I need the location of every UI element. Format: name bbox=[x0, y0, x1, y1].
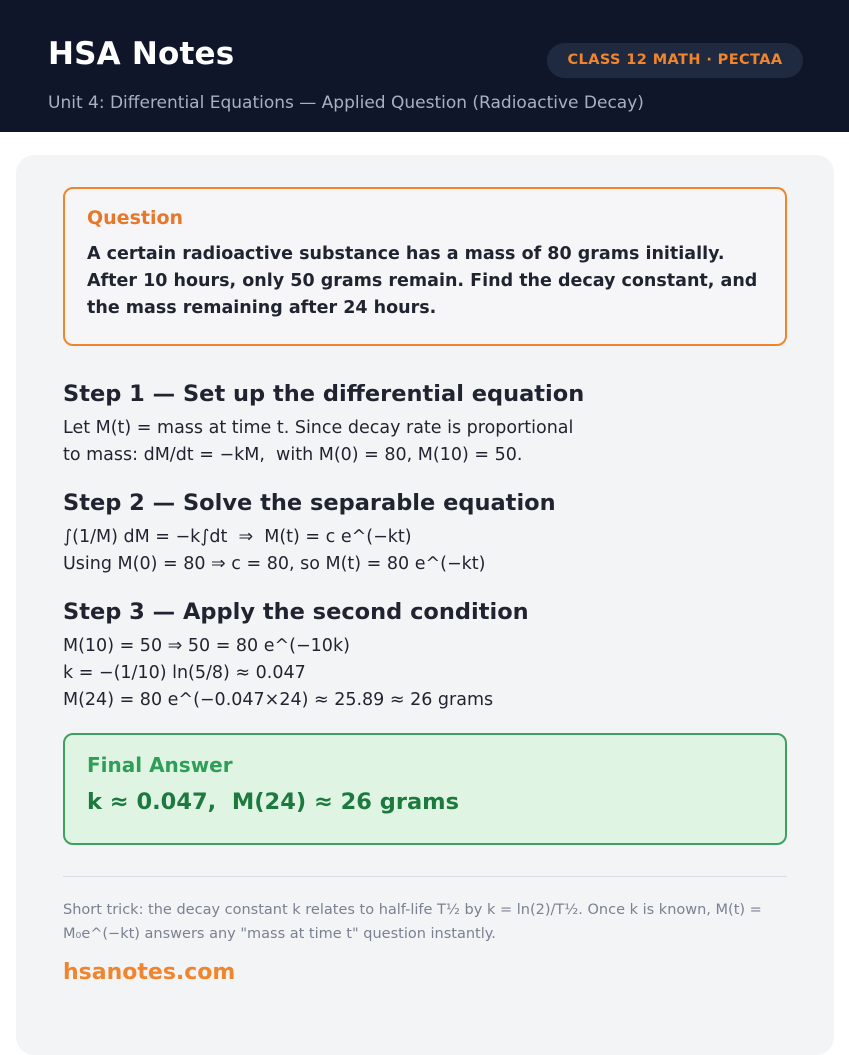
short-trick-note: Short trick: the decay constant k relates to half-life T½ by k = ln(2)/T½. Once k is known, M(t) = M₀e^(−kt) answers any "mass at time t" question instantly. bbox=[63, 902, 762, 942]
final-answer-box bbox=[63, 733, 787, 845]
page-subtitle: Unit 4: Differential Equations — Applied Question (Radioactive Decay) bbox=[48, 93, 644, 113]
class-badge: CLASS 12 MATH · PECTAA bbox=[547, 43, 803, 78]
site-link[interactable]: hsanotes.com bbox=[63, 960, 236, 985]
step-line: M(10) = 50 ⇒ 50 = 80 e^(−10k) bbox=[63, 636, 350, 656]
divider bbox=[63, 876, 787, 877]
brand-title: HSA Notes bbox=[48, 36, 235, 72]
step-1 bbox=[63, 379, 803, 469]
step-title: Step 2 — Solve the separable equation bbox=[63, 490, 556, 516]
question-box bbox=[63, 187, 787, 346]
step-3 bbox=[63, 597, 803, 714]
step-line: ∫(1/M) dM = −k∫dt ⇒ M(t) = c e^(−kt) bbox=[63, 527, 412, 547]
step-2 bbox=[63, 488, 803, 578]
step-title: Step 1 — Set up the differential equation bbox=[63, 381, 585, 407]
question-text: A certain radioactive substance has a mass of 80 grams initially. After 10 hours, only 50 grams remain. Find the decay constant, and the mass remaining after 24 hours. bbox=[87, 244, 758, 318]
step-title: Step 3 — Apply the second condition bbox=[63, 599, 529, 625]
content-card bbox=[16, 155, 834, 1055]
step-line: M(24) = 80 e^(−0.047×24) ≈ 25.89 ≈ 26 grams bbox=[63, 690, 494, 710]
final-answer-label: Final Answer bbox=[87, 753, 233, 777]
question-label: Question bbox=[87, 207, 184, 229]
page-header bbox=[0, 0, 849, 132]
step-line: to mass: dM/dt = −kM, with M(0) = 80, M(10) = 50. bbox=[63, 445, 523, 465]
final-answer-text: k ≈ 0.047, M(24) ≈ 26 grams bbox=[87, 789, 460, 815]
step-line: Using M(0) = 80 ⇒ c = 80, so M(t) = 80 e^(−kt) bbox=[63, 554, 486, 574]
step-line: Let M(t) = mass at time t. Since decay rate is proportional bbox=[63, 418, 574, 438]
step-line: k = −(1/10) ln(5/8) ≈ 0.047 bbox=[63, 663, 306, 683]
